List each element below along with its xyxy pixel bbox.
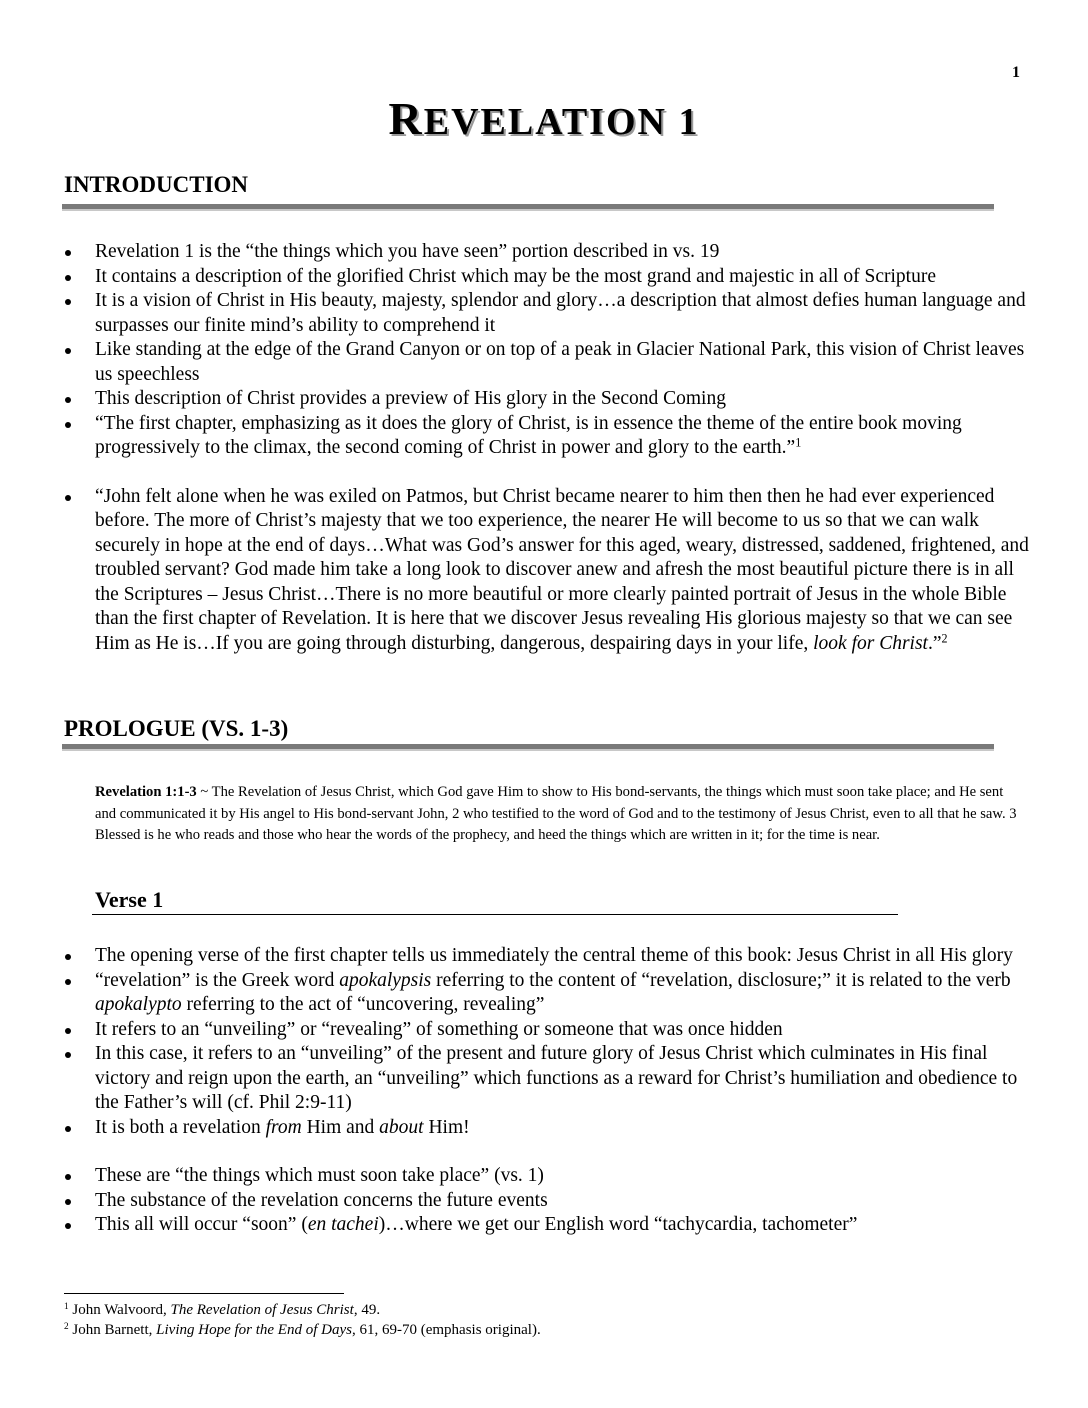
list-item [0, 1164, 1035, 1189]
list-item: “revelation” is the Greek word apokalypsis referring to the content of “revelation, disclosure;” it is related to the verb apokalypto referring to the act of “uncovering, revealing” [0, 969, 1035, 1018]
verse1-rule [92, 914, 898, 915]
bullet-text: In this case, it refers to an “unveiling” of the present and future glory of Jesus Christ which culminates in His final victory and reign upon the earth, an “unveiling” which functions as a reward for Christ’s humiliation and obedience to the Father’s will (cf. Phil 2:9-11) [95, 1043, 1018, 1113]
bullet-text: It contains a description of the glorified Christ which may be the most grand and majestic in all of Scripture [95, 265, 936, 287]
list-item [0, 240, 1035, 265]
list-item [0, 944, 1035, 969]
list-item: It is both a revelation from Him and about Him! [0, 1116, 1035, 1141]
bullet-text: It is a vision of Christ in His beauty, majesty, splendor and glory…a description that almost defies human language and surpasses our finite mind’s ability to comprehend it [95, 290, 1026, 336]
spacer [0, 1140, 1035, 1164]
spacer [0, 461, 1035, 485]
page-number: 1 [1012, 64, 1020, 81]
footnote-separator [64, 1293, 344, 1294]
quote-item [0, 485, 1035, 657]
bullet-text: This description of Christ provides a preview of His glory in the Second Coming [95, 388, 726, 409]
title-rest: EVELATION 1 [423, 101, 700, 143]
title-initial: R [388, 93, 424, 144]
list-item [0, 289, 1035, 338]
bullet-text: The substance of the revelation concerns the future events [95, 1189, 548, 1211]
list-item: This all will occur “soon” (en tachei)…where we get our English word “tachycardia, tachometer” [0, 1213, 1035, 1238]
introduction-list [0, 240, 1088, 656]
list-item [0, 387, 1035, 412]
prologue-heading: PROLOGUE (VS. 1-3) [64, 716, 289, 741]
bullet-text: It refers to an “unveiling” or “revealing” of something or someone that was once hidden [95, 1018, 783, 1040]
passage-reference: Revelation 1:1-3 [95, 784, 197, 800]
prologue-rule [62, 744, 994, 751]
bullet-text: Like standing at the edge of the Grand Canyon or on top of a peak in Glacier National Park, this vision of Christ leaves us speechless [95, 339, 1025, 385]
footnote-ref: 1 [795, 435, 802, 450]
quote-text: “John felt alone when he was exiled on Patmos, but Christ became nearer to him then then he had ever experienced before. The more of Christ’s majesty that we too experience, the nearer He will become to us so that we can walk securely in hope at the end of days…What was God’s answer for this aged, weary, distressed, saddened, frightened, and troubled servant? God made him take a long look to discover anew and afresh the most beautiful picture there is in all the Scriptures – Jesus Christ…There is no more beautiful or more clearly painted portrait of Jesus in the whole Bible than the first chapter of Revelation. It is here that we discover Jesus revealing His glorious majesty so that we can see Him as He is…If you are going through disturbing, dangerous, despairing days in your life, [95, 485, 1029, 654]
list-item [0, 338, 1035, 387]
greek-word: apokalypto [95, 994, 182, 1015]
list-item [0, 1042, 1035, 1116]
bullet-text: The opening verse of the first chapter tells us immediately the central theme of this book: Jesus Christ in all His glory [95, 945, 1013, 966]
footnotes [64, 1300, 541, 1340]
list-item [0, 412, 1035, 461]
quote-end: .” [927, 632, 942, 654]
verse1-list [0, 944, 1088, 1238]
scripture-passage [95, 782, 1025, 847]
bullet-text: These are “the things which must soon take place” (vs. 1) [95, 1165, 544, 1186]
footnote-1: $^1$ John Walvoord, The Revelation of Jesus Christ, 49. [64, 1301, 381, 1318]
passage-text: ~ The Revelation of Jesus Christ, which God gave Him to show to His bond-servants, the things which must soon take place; and He sent and communicated it by His angel to His bond-servant John, 2 who testified to the word of God and to the testimony of Jesus Christ, even to all that he saw. 3 Blessed is he who reads and those who hear the words of the prophecy, and heed the things which are written in it; for the time is near. [95, 784, 1017, 843]
footnote-2: $^2$ John Barnett, Living Hope for the End of Days, 61, 69-70 (emphasis original). [64, 1321, 541, 1338]
list-item [0, 1189, 1035, 1214]
footnote-ref: 2 [941, 630, 948, 645]
introduction-heading: INTRODUCTION [64, 172, 249, 197]
list-item [0, 265, 1035, 290]
introduction-rule [62, 204, 994, 211]
greek-word: apokalypsis [339, 969, 432, 991]
quote-emphasis: look for Christ [813, 632, 928, 654]
verse1-heading: Verse 1 [95, 887, 164, 912]
bullet-text: Revelation 1 is the “the things which you have seen” portion described in vs. 19 [95, 241, 720, 262]
page-title [0, 92, 1088, 145]
bullet-text: “The first chapter, emphasizing as it does the glory of Christ, is in essence the theme of the entire book moving progressively to the climax, the second coming of Christ in power and glory to the earth.” [95, 412, 962, 458]
list-item [0, 1018, 1035, 1043]
greek-word: en tachei [307, 1214, 379, 1235]
